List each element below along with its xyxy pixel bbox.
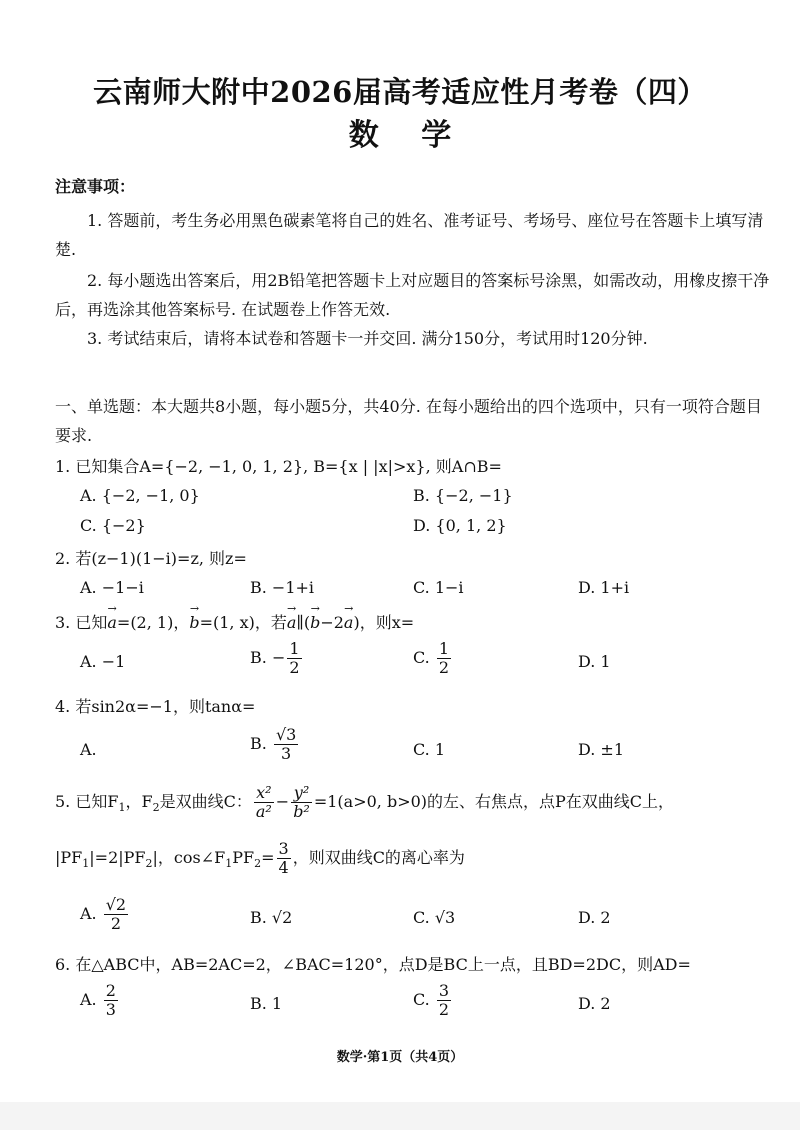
notice-item-3: 3. 考试结束后，请将本试卷和答题卡一并交回. 满分150分，考试用时120分钟. [87,329,648,348]
q5-line2-a: |PF [55,848,83,867]
q6-option-d: D. 2 [578,994,611,1013]
q3-option-c-fraction [437,640,451,677]
q6-option-a-denominator: 3 [105,1000,116,1019]
q5-sub-1: 1 [118,801,126,815]
q5-text-2: ，F [125,792,153,811]
question-1-stem: 1. 已知集合A={−2, −1, 0, 1, 2}, B={x | |x|>x}, 则A∩B= [55,457,502,476]
q6-option-a-numerator: 2 [105,981,116,1000]
q3-option-b [250,640,304,677]
q5-option-d: D. 2 [578,908,611,927]
question-4-stem: 4. 若sin2α=−1，则tanα= [55,697,256,716]
q5-line2-sub-2: 2 [145,857,153,871]
q5-b-squared: b² [293,802,310,821]
q1-option-b: B. {−2, −1} [413,486,513,505]
q6-option-b: B. 1 [250,994,283,1013]
q5-cos-numerator: 3 [278,839,289,858]
q3-a-value: =(2, 1)， [116,613,190,632]
q2-option-a: A. −1−i [80,578,144,597]
q6-option-a [80,982,120,1019]
q5-option-a-denominator: 2 [110,914,122,933]
q6-option-a-label: A. [80,990,97,1009]
page-footer: 数学·第1页（共4页） [336,1050,464,1065]
q4-option-b-numerator: √3 [275,725,297,744]
q3-option-a: A. −1 [80,652,126,671]
q3-option-c-denominator: 2 [438,658,450,677]
question-2-stem: 2. 若(z−1)(1−i)=z, 则z= [55,549,247,568]
q1-option-a: A. {−2, −1, 0} [80,486,200,505]
q5-line2-sub-1: 1 [82,857,90,871]
q4-option-c: C. 1 [413,740,446,759]
q6-option-c-fraction [437,982,451,1019]
question-5-line-1 [55,784,770,821]
q5-option-c: C. √3 [413,908,456,927]
q3-relation: ∥( [296,613,311,632]
q5-a-squared: a² [255,802,272,821]
q3-option-b-numerator: 1 [289,639,300,658]
q3-b-value: =(1, x)，若 [199,613,287,632]
q2-option-c: C. 1−i [413,578,464,597]
q6-option-a-fraction [104,982,118,1019]
q5-line2-d: PF [232,848,255,867]
q3-tail: )，则x= [353,613,415,632]
q5-option-a-label: A. [80,904,97,923]
q6-option-c [413,982,453,1019]
q5-text-1: 5. 已知F [55,792,119,811]
subject-title: 数 学 [348,118,468,153]
notice-item-2: 2. 每小题选出答案后，用2B铅笔把答题卡上对应题目的答案标号涂黑，如需改动，用橡皮擦干净后，再选涂其他答案标号. 在试题卷上作答无效. [55,271,770,319]
q5-line2-sub-3: 1 [225,857,233,871]
q5-option-a-numerator: √2 [105,895,127,914]
q5-x-squared: x² [254,784,274,803]
section-heading: 一、单选题：本大题共8小题，每小题5分，共40分. 在每小题给出的四个选项中，只有一项符合题目要求. [55,397,762,445]
q5-line2-c: |，cos∠F [152,848,226,867]
q5-line2-e: = [261,848,275,867]
q3-option-c-numerator: 1 [438,639,450,658]
vector-b-2: → b [310,613,320,632]
q2-option-b: B. −1+i [250,578,315,597]
question-6-stem: 6. 在△ABC中，AB=2AC=2，∠BAC=120°，点D是BC上一点，且BD=2DC，则AD= [55,955,691,974]
q6-option-c-numerator: 3 [438,981,450,1000]
q5-text-3: 是双曲线C： [159,792,252,811]
q5-sub-2: 2 [152,801,160,815]
q5-option-b: B. √2 [250,908,293,927]
notice-item-1: 1. 答题前，考生务必用黑色碳素笔将自己的姓名、准考证号、考场号、座位号在答题卡上填写清楚. [55,211,764,259]
q5-option-a-fraction [104,896,128,933]
notice-heading: 注意事项： [55,177,136,196]
q5-fraction-x [254,784,274,821]
q5-cos-fraction [277,840,291,877]
q5-minus: − [275,792,290,811]
page-bottom-edge [0,1102,800,1130]
q5-text-4: =1(a>0, b>0)的左、右焦点，点P在双曲线C上， [313,792,675,811]
q5-line2-sub-4: 2 [254,857,262,871]
vector-a-2: → a [287,613,297,632]
q4-option-d: D. ±1 [578,740,625,759]
q3-option-b-sign: − [271,648,286,667]
q3-option-c [413,640,453,677]
q3-relation-2: −2 [320,613,344,632]
q2-option-d: D. 1+i [578,578,630,597]
q3-option-c-label: C. [413,648,430,667]
q3-option-d: D. 1 [578,652,611,671]
q4-option-b-denominator: 3 [281,744,292,763]
q1-option-d: D. {0, 1, 2} [413,516,507,535]
q3-option-b-label: B. [250,648,267,667]
question-5-line-2 [55,840,770,877]
q6-option-c-denominator: 2 [438,1000,450,1019]
q3-prefix: 3. 已知 [55,613,108,632]
q4-option-b-fraction [274,726,298,763]
vector-a: → a [107,613,117,632]
q3-option-b-fraction [287,640,301,677]
q6-option-c-label: C. [413,990,430,1009]
q5-y-squared: y² [291,784,312,803]
exam-title: 云南师大附中2026届高考适应性月考卷（四） [93,75,707,109]
q5-option-a [80,896,130,933]
q4-option-b-label: B. [250,734,267,753]
q4-option-b [250,726,300,763]
question-3-stem [55,610,770,633]
vector-a-3: → a [344,613,354,632]
q3-option-b-denominator: 2 [289,658,300,677]
vector-b: → b [189,613,199,632]
q5-line2-b: |=2|PF [89,848,146,867]
q4-option-a: A. [80,740,97,759]
q1-option-c: C. {−2} [80,516,146,535]
q5-cos-denominator: 4 [278,858,289,877]
q5-fraction-y [291,784,312,821]
q5-line2-f: ，则双曲线C的离心率为 [292,848,465,867]
